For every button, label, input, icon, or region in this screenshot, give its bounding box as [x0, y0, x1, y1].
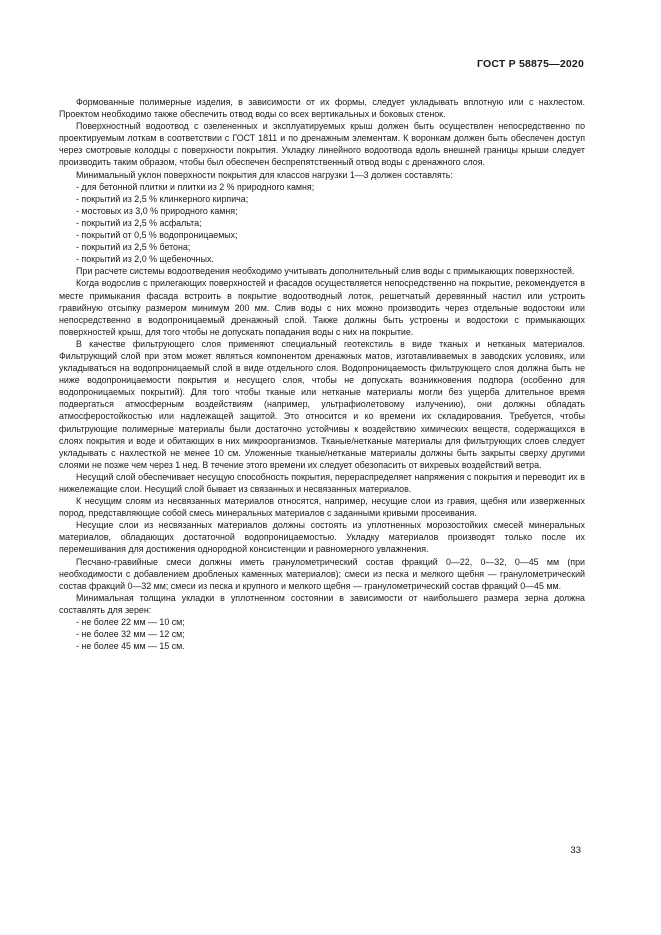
document-id-header: ГОСТ Р 58875—2020	[476, 58, 584, 70]
bullet-list	[59, 181, 585, 266]
list-item: - не более 32 мм — 12 см;	[76, 629, 185, 640]
list-item: - покрытий от 0,5 % водопроницаемых;	[76, 230, 238, 241]
paragraph: Минимальный уклон поверхности покрытия для классов нагрузки 1—3 должен составлять:	[76, 169, 453, 180]
paragraph: К несущим слоям из несвязанных материалов относятся, например, несущие слои из гравия, щебня или изверженных пород, представляющие собой смесь минеральных материалов с заданными кривыми просеивания.	[59, 496, 585, 519]
paragraph: При расчете системы водоотведения необходимо учитывать дополнительный слив воды с примыкающих поверхностей.	[76, 266, 575, 277]
paragraph: Несущий слой обеспечивает несущую способность покрытия, перераспределяет напряжения с покрытия и переводит их в нижележащие слои. Несущий слой бывает из связанных и несвязанных материалов.	[59, 471, 585, 494]
list-item: - покрытий из 2,0 % щебеночных.	[76, 254, 214, 265]
list-item: - покрытий из 2,5 % клинкерного кирпича;	[76, 193, 249, 204]
paragraph: Песчано-гравийные смеси должны иметь гранулометрический состав фракций 0—22, 0—32, 0—45 мм (при необходимости с добавлением дробленых каменных материалов); смеси из песка и мелкого щебня — гранулометрический состав фракций 0—32 мм; смеси из песка и крупного и мелкого щебня — гранулометрический состав фракций 0—45 мм.	[59, 556, 585, 591]
page-number: 33	[570, 845, 581, 856]
document-body	[59, 96, 585, 652]
list-item: - для бетонной плитки и плитки из 2 % природного камня;	[76, 181, 315, 192]
bullet-list	[59, 616, 585, 652]
paragraph: Поверхностный водоотвод с озелененных и эксплуатируемых крыш должен быть осуществлен непосредственно по проектируемым лоткам в соответствии с ГОСТ 1811 и по дренажным элементам. К воронкам должен быть обеспечен доступ через смотровые колодцы с поверхности покрытия. Укладку линейного водоотвода вдоль внешней границы крыши следует производить таким образом, чтобы был обеспечен беспрепятственный отвод воды с дренажного слоя.	[59, 121, 585, 168]
list-item: - мостовых из 3,0 % природного камня;	[76, 205, 238, 216]
paragraph: Несущие слои из несвязанных материалов должны состоять из уплотненных морозостойких смесей минеральных материалов, обладающих достаточной водопроницаемостью. Укладку материалов производят только после их перемешивания для достижения однородной консистенции и равномерного увлажнения.	[59, 520, 585, 555]
list-item: - покрытий из 2,5 % бетона;	[76, 242, 191, 253]
paragraph: В качестве фильтрующего слоя применяют специальный геотекстиль в виде тканых и нетканых материалов. Фильтрующий слой при этом может являться компонентом дренажных матов, изготавливаемых в заводских условиях, или укладываться на водопроницаемый слой в виде отдельного слоя. Водопроницаемость фильтрующего слоя должна быть не ниже водопроницаемости покрытия и несущего слоя, чтобы не допускать возникновения подпора (особенно для водопроницаемых покрытий). Для того чтобы тканые или нетканые материалы могли без ущерба длительное время подвергаться атмосферным воздействиям (например, ультрафиолетовому излучению), они должны обладать атмосферостойкостью или надлежащей защитой. Это относится и ко времени их складирования. Требуется, чтобы фильтрующие полимерные материалы были достаточно устойчивы к воздействию химических веществ, содержащихся в слоях покрытия и воде и обитающих в них микроорганизмов. Тканые/нетканые материалы для фильтрующих слоев следует укладывать с нахлесткой не менее 10 см. Уложенные тканые/нетканые материалы должны быть закрыты сверху другими слоями не позже чем через 1 нед. В течение этого времени их следует обезопасить от вихревых воздействий ветра.	[59, 338, 585, 470]
paragraph: Минимальная толщина укладки в уплотненном состоянии в зависимости от наибольшего размера зерна должна составлять для зерен:	[59, 592, 585, 615]
list-item: - не более 45 мм — 15 см.	[76, 641, 185, 652]
paragraph: Когда водослив с прилегающих поверхностей и фасадов осуществляется непосредственно на покрытие, рекомендуется в месте примыкания фасада встроить в покрытие водоотводный лоток, решетчатый деревянный настил или устроить гравийную отсыпку размером минимум 200 мм. Слив воды с них можно производить через отдельные водостоки или непосредственно в водопроницаемый дренажный слой. Также должны быть устроены и водостоки с примыкающих поверхностей крыш, для того чтобы не допускать попадания воды с них на покрытие.	[59, 278, 585, 337]
list-item: - покрытий из 2,5 % асфальта;	[76, 217, 202, 228]
list-item: - не более 22 мм — 10 см;	[76, 617, 185, 628]
paragraph: Формованные полимерные изделия, в зависимости от их формы, следует укладывать вплотную или с нахлестом. Проектом необходимо также обеспечить отвод воды со всех вертикальных и боковых стенок.	[59, 97, 585, 120]
